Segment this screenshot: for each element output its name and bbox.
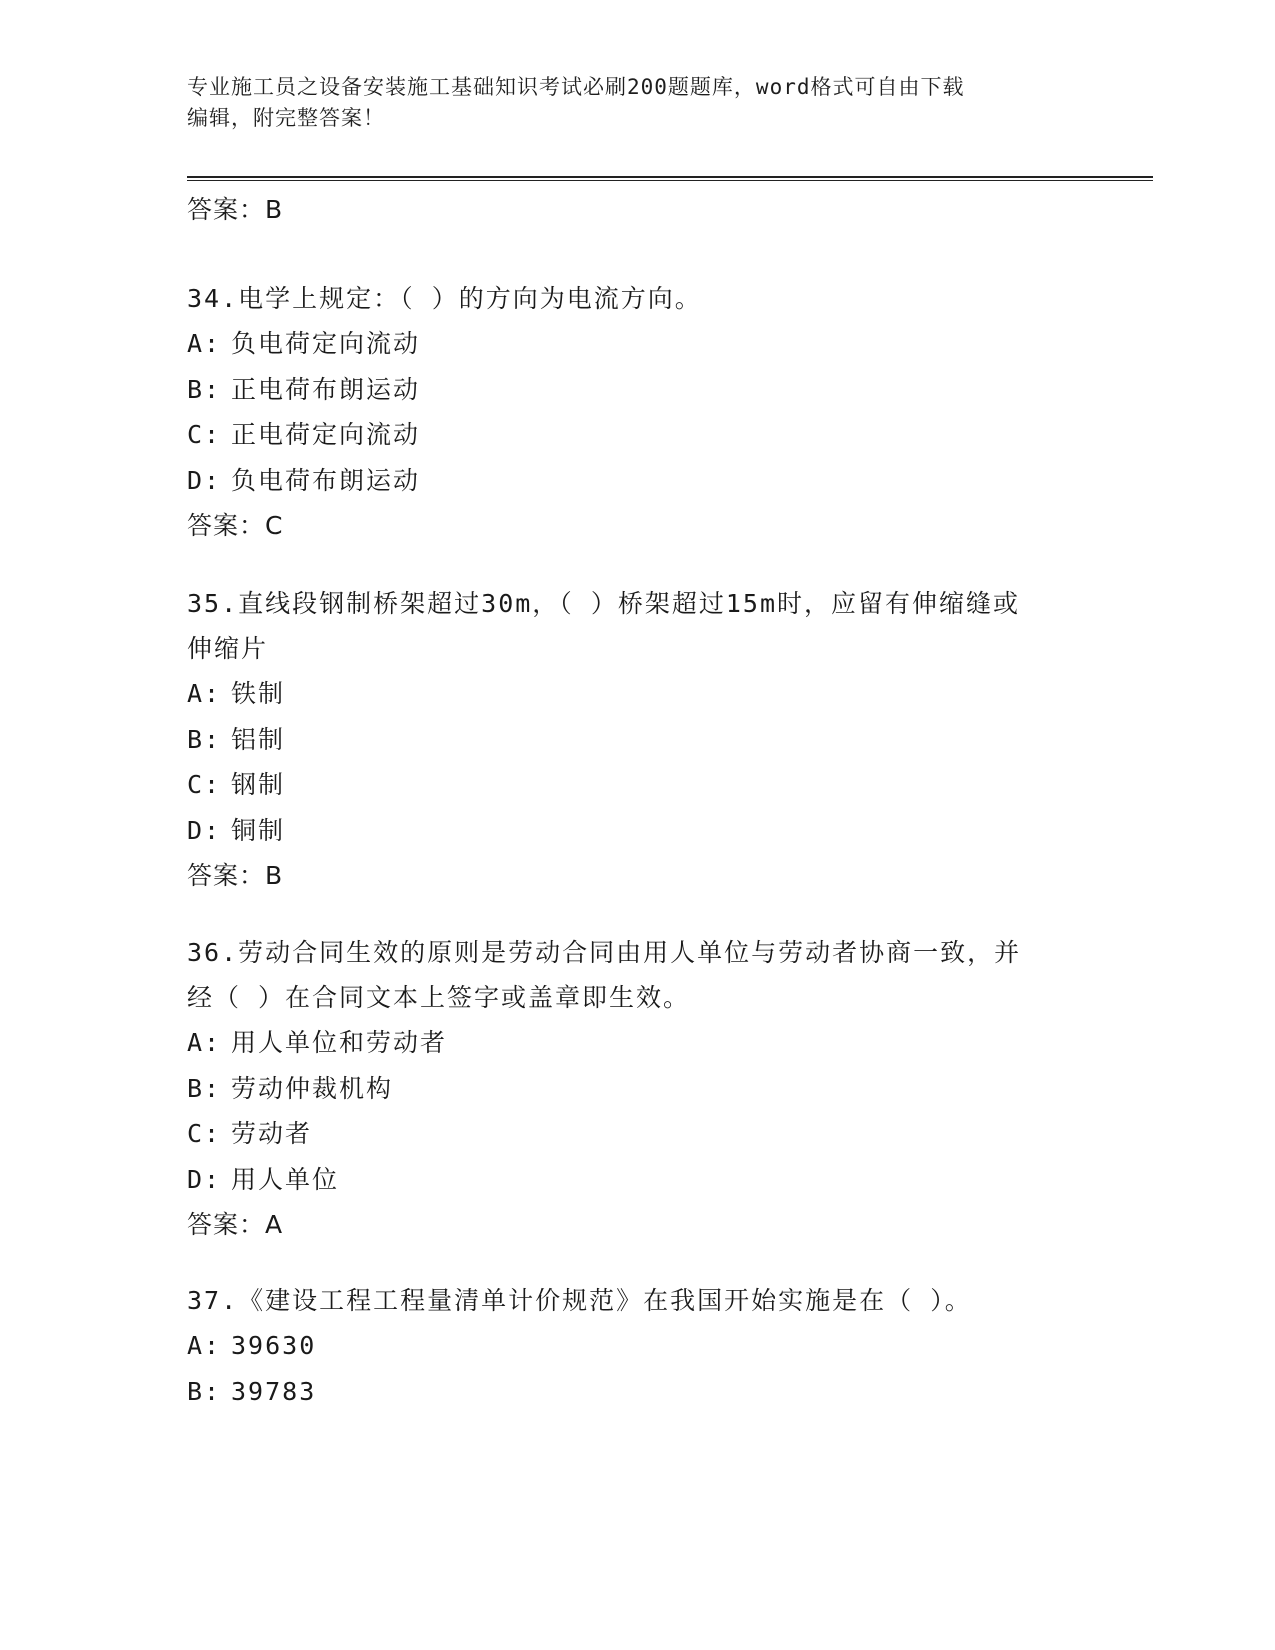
option-letter: A: xyxy=(187,1331,222,1360)
header-divider xyxy=(187,176,1153,181)
option-letter: D: xyxy=(187,815,222,845)
option-letter: D: xyxy=(187,1164,222,1194)
option-letter: B: xyxy=(187,1073,222,1103)
option-d xyxy=(187,1157,1087,1203)
question-35 xyxy=(187,581,1087,898)
question-34 xyxy=(187,276,1087,548)
option-a xyxy=(187,1020,1087,1066)
option-text: 39783 xyxy=(231,1376,317,1406)
option-text: 39630 xyxy=(231,1331,317,1360)
option-b xyxy=(187,1066,1087,1112)
option-letter: C: xyxy=(187,770,222,799)
option-a xyxy=(187,321,1087,367)
question-text-line-1: 36.劳动合同生效的原则是劳动合同由用人单位与劳动者协商一致，并 xyxy=(187,938,1022,967)
option-letter: D: xyxy=(187,465,222,495)
header-line-2: 编辑，附完整答案！ xyxy=(187,106,385,130)
option-text: 正电荷定向流动 xyxy=(231,420,421,449)
document-header xyxy=(187,72,1067,134)
answer: 答案：A xyxy=(187,1210,284,1239)
option-letter: A: xyxy=(187,679,222,708)
option-c xyxy=(187,762,1087,808)
option-d xyxy=(187,808,1087,854)
question-text-line-2: 经（ ）在合同文本上签字或盖章即生效。 xyxy=(187,983,691,1012)
question-text-line-1: 35.直线段钢制桥架超过30m，（ ）桥架超过15m时，应留有伸缩缝或 xyxy=(187,589,1021,618)
option-a xyxy=(187,671,1087,717)
answer: 答案：B xyxy=(187,861,284,890)
question-text: 37.《建设工程工程量清单计价规范》在我国开始实施是在（ ）。 xyxy=(187,1286,972,1315)
option-letter: B: xyxy=(187,374,222,404)
option-text: 负电荷定向流动 xyxy=(231,329,421,358)
option-text: 铁制 xyxy=(231,679,286,708)
option-b xyxy=(187,367,1087,413)
option-letter: B: xyxy=(187,724,222,754)
option-text: 劳动仲裁机构 xyxy=(231,1073,394,1103)
option-c xyxy=(187,412,1087,458)
answer: 答案：C xyxy=(187,511,284,540)
option-text: 铜制 xyxy=(231,815,286,845)
option-letter: C: xyxy=(187,1119,222,1148)
option-c xyxy=(187,1111,1087,1157)
previous-answer: 答案：B xyxy=(187,195,284,224)
option-letter: A: xyxy=(187,329,222,358)
question-text-line-2: 伸缩片 xyxy=(187,634,269,663)
option-text: 钢制 xyxy=(231,770,286,799)
option-letter: C: xyxy=(187,420,222,449)
option-text: 用人单位和劳动者 xyxy=(231,1028,448,1057)
header-line-1: 专业施工员之设备安装施工基础知识考试必刷200题题库，word格式可自由下载 xyxy=(187,75,965,99)
question-37 xyxy=(187,1278,1087,1414)
option-letter: A: xyxy=(187,1028,222,1057)
option-a xyxy=(187,1323,1087,1369)
option-letter: B: xyxy=(187,1376,222,1406)
option-d xyxy=(187,458,1087,504)
option-text: 用人单位 xyxy=(231,1164,340,1194)
option-b xyxy=(187,717,1087,763)
question-text: 34.电学上规定：（ ）的方向为电流方向。 xyxy=(187,284,702,313)
option-b xyxy=(187,1369,1087,1415)
option-text: 负电荷布朗运动 xyxy=(231,465,421,495)
option-text: 劳动者 xyxy=(231,1119,313,1148)
question-36 xyxy=(187,930,1087,1247)
option-text: 正电荷布朗运动 xyxy=(231,374,421,404)
option-text: 铝制 xyxy=(231,724,286,754)
